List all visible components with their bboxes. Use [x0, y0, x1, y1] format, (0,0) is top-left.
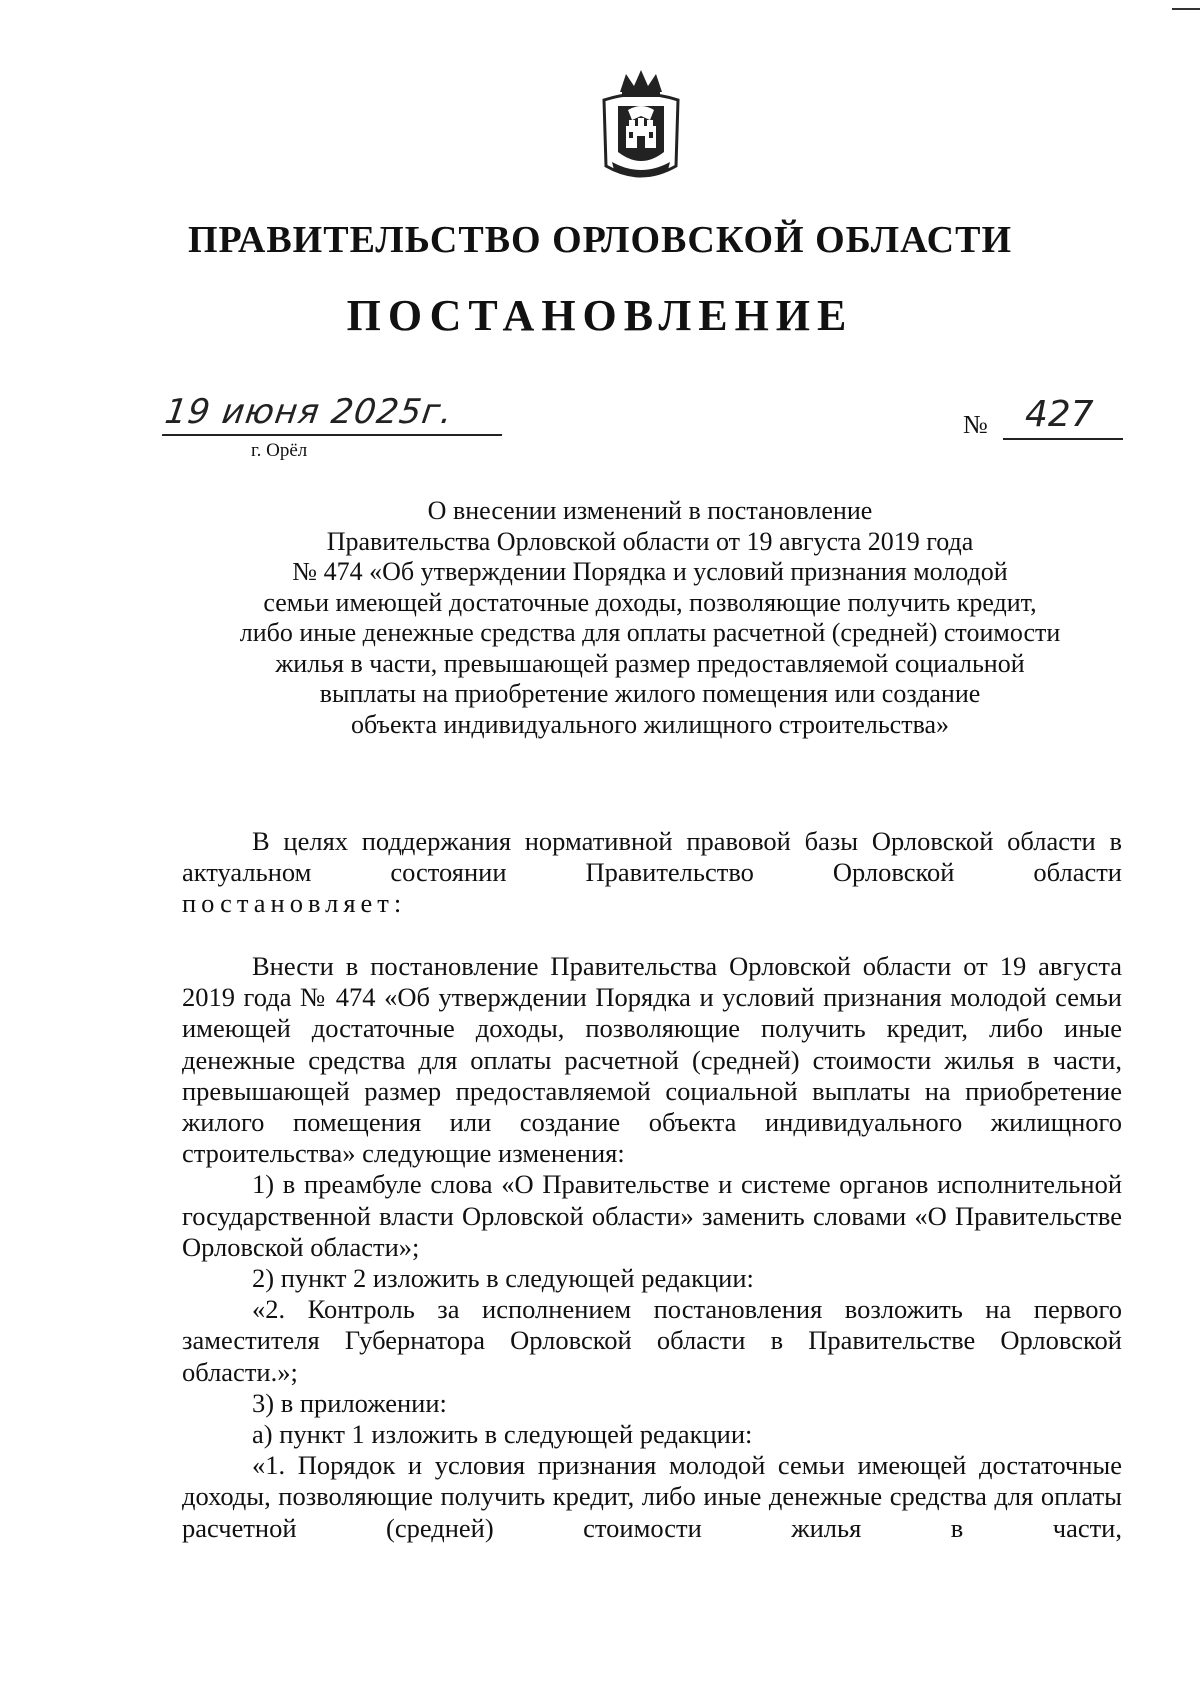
coat-of-arms-icon	[598, 66, 684, 186]
item-2-paragraph: 2) пункт 2 изложить в следующей редакции:	[252, 1263, 754, 1294]
handwritten-date: 19 июня 2025г.	[162, 392, 508, 436]
subject-line: Правительства Орловской области от 19 августа 2019 года	[326, 526, 974, 556]
resolves-word: постановляет:	[182, 888, 407, 919]
scan-edge-mark	[1172, 8, 1200, 10]
item-2-text-paragraph: «2. Контроль за исполнением постановления возложить на первого заместителя Губернатора Орловской области в Правительстве Орловской области.»;	[182, 1294, 1122, 1387]
handwritten-number: 427	[1003, 392, 1123, 440]
preamble-section	[182, 826, 1122, 920]
subject-line: семьи имеющей достаточные доходы, позволяющие получить кредит,	[263, 587, 1037, 617]
number-sign: №	[963, 410, 988, 439]
resolution-body	[182, 951, 1122, 1544]
subject-line: либо иные денежные средства для оплаты расчетной (средней) стоимости	[239, 618, 1061, 647]
item-3a-text-paragraph: «1. Порядок и условия признания молодой семьи имеющей достаточные доходы, позволяющие получить кредит, либо иные денежные средства для оплаты расчетной (средней) стоимости жилья в части,	[182, 1450, 1122, 1543]
item-1-paragraph: 1) в преамбуле слова «О Правительстве и системе органов исполнительной государственной власти Орловской области» заменить словами «О Правительстве Орловской области»;	[182, 1169, 1122, 1262]
subject-line: О внесении изменений в постановление	[427, 496, 873, 525]
organization-title: ПРАВИТЕЛЬСТВО ОРЛОВСКОЙ ОБЛАСТИ	[187, 219, 1013, 261]
coat-of-arms-emblem	[598, 66, 684, 186]
document-type-title: ПОСТАНОВЛЕНИЕ	[346, 291, 854, 340]
item-3-paragraph: 3) в приложении:	[252, 1387, 447, 1418]
date-block	[162, 392, 505, 461]
subject-line: № 474 «Об утверждении Порядка и условий признания молодой	[292, 557, 1008, 586]
subject-line: выплаты на приобретение жилого помещения или создание	[319, 679, 981, 708]
subject-line: объекта индивидуального жилищного строительства»	[350, 709, 950, 739]
preamble-paragraph: В целях поддержания нормативной правовой базы Орловской области в актуальном состоянии Правительство Орловской области	[182, 826, 1122, 888]
main-paragraph: Внести в постановление Правительства Орловской области от 19 августа 2019 года № 474 «Об утверждении Порядка и условий признания молодой семьи имеющей достаточные доходы, позволяющие получить кредит, либо иные денежные средства для оплаты расчетной (средней) стоимости жилья в части, превышающей размер предоставляемой социальной выплаты на приобретение жилого помещения или создание объекта индивидуального жилищного строительства» следующие изменения:	[182, 951, 1122, 1169]
subject-line: жилья в части, превышающей размер предоставляемой социальной	[275, 648, 1025, 678]
document-subject	[200, 496, 1100, 740]
city-label: г. Орёл	[251, 440, 308, 461]
item-3a-paragraph: а) пункт 1 изложить в следующей редакции:	[252, 1419, 753, 1450]
